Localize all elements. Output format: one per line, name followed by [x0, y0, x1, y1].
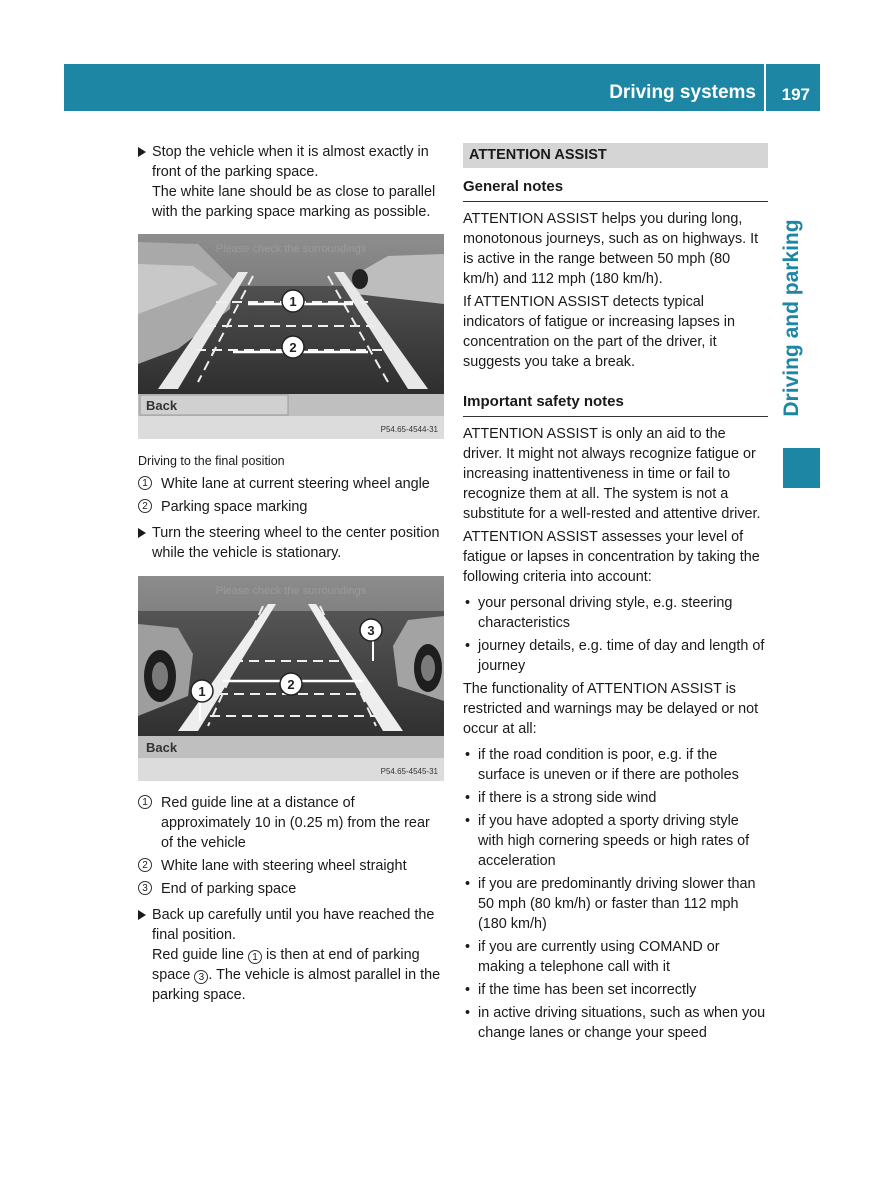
rear-camera-image-2 — [138, 576, 444, 781]
legend-item — [138, 856, 444, 876]
camera-figure-2 — [138, 576, 444, 781]
marker-2: 2 — [289, 340, 297, 355]
back-button-label: Back — [146, 398, 178, 413]
chapter-title: Driving systems — [609, 82, 756, 103]
legend-number: 1 — [138, 795, 152, 809]
step-result-text — [152, 945, 444, 1005]
legend-number: 1 — [138, 476, 152, 490]
step-text-part: is then at end of parking space — [152, 947, 420, 983]
marker-1: 1 — [198, 684, 206, 699]
step-text-part: Red guide line — [152, 947, 249, 963]
legend-number: 2 — [138, 499, 152, 513]
header-divider — [764, 64, 766, 111]
camera-figure-1 — [138, 234, 444, 439]
paragraph: ATTENTION ASSIST helps you during long, monotonous journeys, such as on highways. It is active in the range between 50 mph (80 km/h) and 112 mph (180 km/h). — [463, 211, 759, 287]
paragraph: The functionality of ATTENTION ASSIST is restricted and warnings may be delayed or not occur at all: — [463, 681, 759, 737]
legend-number: 3 — [138, 881, 152, 895]
marker-1: 1 — [289, 294, 297, 309]
legend-text: Parking space marking — [161, 499, 308, 515]
instruction-step — [138, 905, 444, 1005]
legend-item — [138, 879, 444, 899]
legend-number: 2 — [138, 858, 152, 872]
step-result-text: The white lane should be as close to parallel with the parking space marking as possible. — [152, 184, 436, 220]
subsection-heading: Important safety notes — [463, 392, 768, 417]
step-text: Back up carefully until you have reached the final position. — [152, 907, 435, 943]
instruction-step — [138, 523, 444, 563]
figure-caption: Driving to the final position — [138, 454, 285, 468]
instruction-step — [138, 142, 444, 222]
page-number: 197 — [781, 85, 810, 104]
list-item: • your personal driving style, e.g. steering characteristics — [463, 593, 768, 633]
marker-2: 2 — [287, 677, 295, 692]
page-header — [64, 64, 820, 111]
rear-camera-image-1 — [138, 234, 444, 439]
legend-item — [138, 793, 444, 853]
step-text: Stop the vehicle when it is almost exactly in front of the parking space. — [152, 144, 429, 180]
list-item: • if you have adopted a sporty driving style with high cornering speeds or high rates of acceleration — [463, 811, 768, 871]
section-title: ATTENTION ASSIST — [463, 143, 768, 168]
back-button-label: Back — [146, 740, 178, 755]
paragraph: ATTENTION ASSIST assesses your level of fatigue or lapses in concentration by taking the following criteria into account: — [463, 529, 760, 585]
step-text-part: . The vehicle is almost parallel in the parking space. — [152, 967, 441, 1003]
figure-code: P54.65-4544-31 — [380, 425, 438, 434]
side-tab-marker — [783, 448, 820, 488]
legend-text: Red guide line at a distance of approximately 10 in (0.25 m) from the rear of the vehicle — [161, 795, 430, 851]
paragraph: ATTENTION ASSIST is only an aid to the driver. It might not always recognize fatigue or increasing inattentiveness in time or fail to recognize them at all. The system is not a substitute for a well-rested and attentive driver. — [463, 426, 761, 522]
list-item: • if you are predominantly driving slower than 50 mph (80 km/h) or faster than 112 mph (180 km/h) — [463, 874, 768, 934]
left-column — [138, 142, 444, 1005]
inline-number: 3 — [194, 970, 208, 984]
figure-code: P54.65-4545-31 — [380, 767, 438, 776]
legend-item — [138, 497, 444, 517]
list-item: • if you are currently using COMAND or making a telephone call with it — [463, 937, 768, 977]
legend-text: White lane with steering wheel straight — [161, 858, 407, 874]
list-item: • if the time has been set incorrectly — [463, 980, 768, 1000]
subsection-heading: General notes — [463, 177, 768, 202]
list-item: • journey details, e.g. time of day and length of journey — [463, 636, 768, 676]
legend-item — [138, 474, 444, 494]
legend-text: White lane at current steering wheel angle — [161, 476, 430, 492]
inline-number: 1 — [248, 950, 262, 964]
side-tab-label: Driving and parking — [780, 219, 803, 417]
camera-overlay-text: Please check the surroundings — [215, 243, 367, 255]
marker-3: 3 — [367, 623, 375, 638]
list-item: • if there is a strong side wind — [463, 788, 768, 808]
list-item: • if the road condition is poor, e.g. if the surface is uneven or if there are potholes — [463, 745, 768, 785]
list-item: • in active driving situations, such as when you change lanes or change your speed — [463, 1003, 768, 1043]
paragraph: If ATTENTION ASSIST detects typical indicators of fatigue or increasing lapses in concentration on the part of the driver, it suggests you take a break. — [463, 294, 735, 370]
legend-text: End of parking space — [161, 881, 297, 897]
step-text: Turn the steering wheel to the center position while the vehicle is stationary. — [152, 525, 440, 561]
right-column — [463, 142, 768, 1043]
camera-overlay-text: Please check the surroundings — [215, 585, 367, 597]
